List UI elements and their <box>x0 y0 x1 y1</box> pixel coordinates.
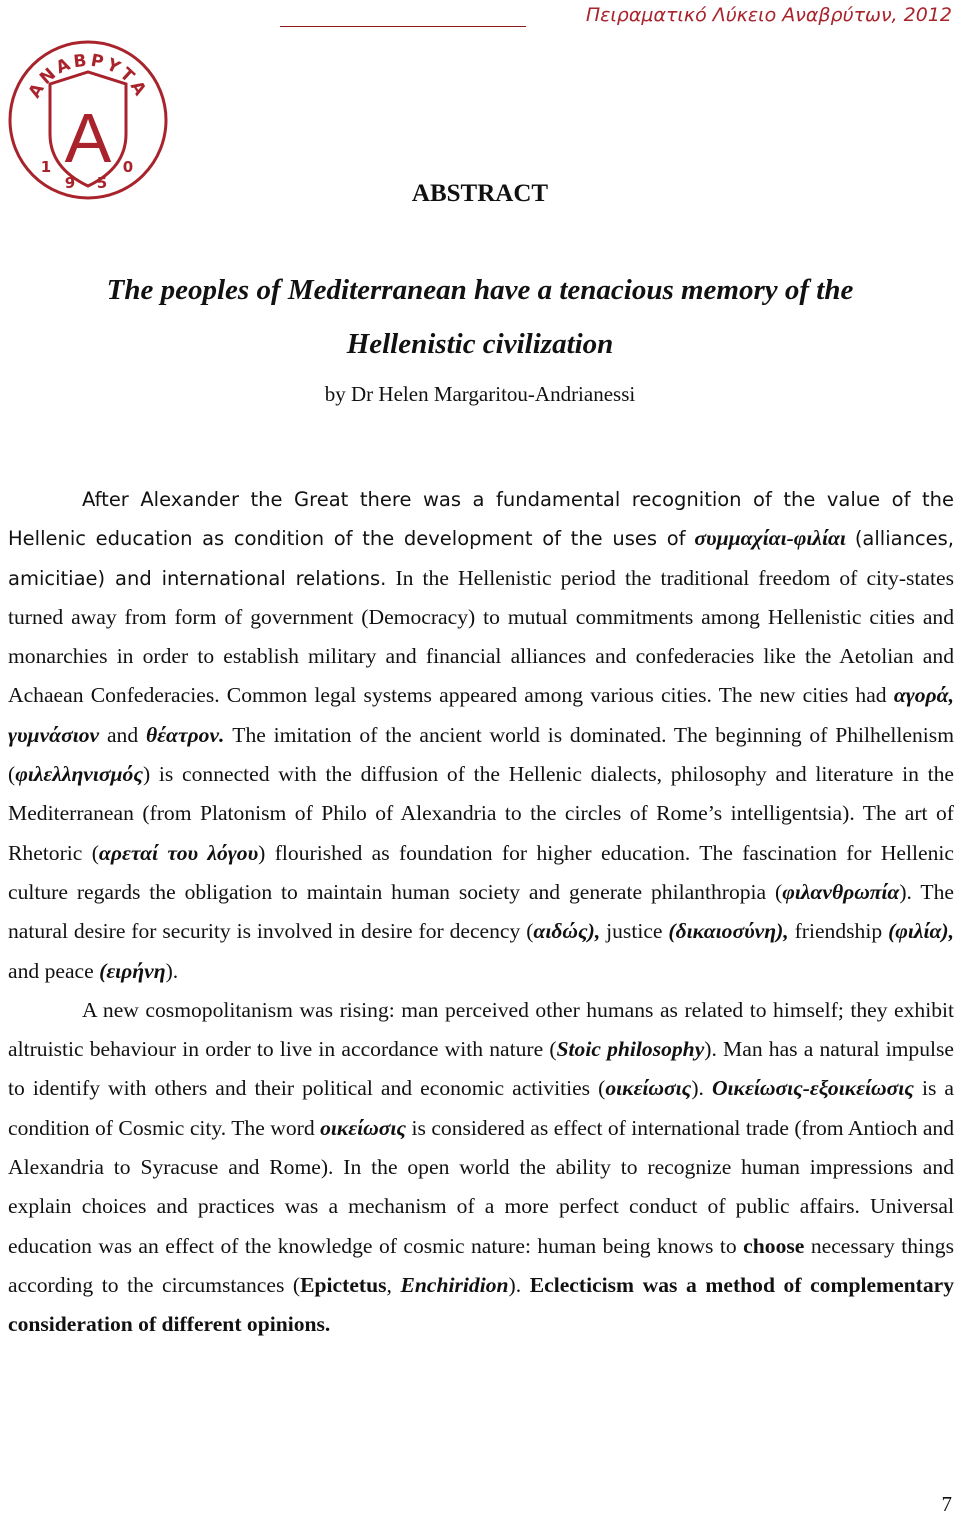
greek-term: θέατρον. <box>145 722 225 747</box>
text-run: is considered as effect of international trade (from Antioch and Alexandria to Syracuse and Rome). In the open world the ability to recognize human impressions and explain choices and practices was a mechanism of a more perfect conduct of public affairs. Universal education was an effect of the knowledge of cosmic nature: human being knows to <box>8 1115 955 1258</box>
text-run: and peace <box>8 958 94 983</box>
emphasis-term: Enchiridion <box>400 1272 509 1297</box>
text-run: ). <box>165 958 179 983</box>
text-run: is a condition of Cosmic city. The word <box>8 1076 954 1140</box>
paragraph-1 <box>8 480 954 991</box>
greek-term: οικείωσις <box>605 1076 692 1101</box>
logo-year-digit: 9 <box>64 174 76 192</box>
text-run: justice <box>606 919 663 944</box>
text-run: After Alexander the Great there was a fundamental recognition of the value of the Hellenic education as condition of the development of the uses of <box>8 488 954 551</box>
text-run: necessary things according to the circumstances ( <box>8 1233 955 1297</box>
emphasis-term: Epictetus <box>300 1272 387 1297</box>
text-run: (alliances, amicitiae) and international relations. <box>8 527 955 590</box>
title-line-1: The peoples of Mediterranean have a tenacious memory of the <box>106 274 854 306</box>
greek-term: Οικείωσις-εξοικείωσις <box>711 1076 914 1101</box>
greek-term: (φιλία), <box>888 919 955 944</box>
text-run: ) flourished as foundation for higher education. The fascination for Hellenic culture regards the obligation to maintain human society and generate philanthropia ( <box>8 840 954 904</box>
logo-letter: A <box>64 99 112 177</box>
text-run: and <box>106 722 139 747</box>
text-run: ). <box>691 1076 704 1101</box>
greek-term: συμμαχίαι-φιλίαι <box>694 526 846 551</box>
logo-arc-text: ΑΝΑΒΡΥΤΑ <box>24 50 152 102</box>
greek-term: (ειρήνη <box>99 958 166 983</box>
text-run: The imitation of the ancient world is dominated. The beginning of Philhellenism ( <box>8 722 954 787</box>
text-run: ). Man has a natural impulse to identify with others and their political and economic activities ( <box>8 1037 954 1101</box>
page-number: 7 <box>941 1492 952 1516</box>
logo-year-digit: 1 <box>40 158 52 176</box>
emphasis-term: Stoic philosophy <box>556 1037 705 1062</box>
greek-term: οικείωσις <box>320 1115 407 1140</box>
logo-year-digit: 0 <box>122 158 134 176</box>
greek-term: (δικαιοσύνη), <box>668 919 789 944</box>
text-run: A new cosmopolitanism was rising: man perceived other humans as related to himself; they exhibit altruistic behaviour in order to live in accordance with nature ( <box>8 997 954 1062</box>
title-line-2: Hellenistic civilization <box>346 328 614 360</box>
greek-term: αρεταί του λόγου <box>98 840 259 865</box>
closing-sentence: Eclecticism was a method of complementary consideration of different opinions. <box>8 1272 955 1337</box>
emphasis-term: choose <box>743 1233 805 1258</box>
text-run: friendship <box>794 919 883 944</box>
text-run: , <box>386 1272 392 1297</box>
abstract-body <box>8 480 954 1345</box>
greek-term: αγορά, γυμνάσιον <box>8 683 955 747</box>
text-run: ). <box>508 1272 522 1297</box>
text-run: ). The natural desire for security is involved in desire for decency ( <box>8 879 955 944</box>
paragraph-2 <box>8 991 954 1345</box>
text-run: In the Hellenistic period the traditional freedom of city-states turned away from form of government (Democracy) to mutual commitments among Hellenistic cities and monarchies in order to establish military and financial alliances and confederacies like the Aetolian and Achaean Confederacies. Common legal systems appeared among various cities. The new cities had <box>8 565 954 708</box>
header-rule <box>280 26 526 27</box>
greek-term: αιδώς), <box>533 919 601 944</box>
byline: by Dr Helen Margaritou-Andrianessi <box>324 382 636 406</box>
abstract-heading: ABSTRACT <box>411 180 549 207</box>
text-run: ) is connected with the diffusion of the Hellenic dialects, philosophy and literature in the Mediterranean (from Platonism of Philo of Alexandria to the circles of Rome’s intelligentsia). The art of Rhetoric ( <box>8 762 954 865</box>
greek-term: φιλελληνισμός <box>15 762 143 787</box>
running-header: Πειραματικό Λύκειο Αναβρύτων, 2012 <box>585 4 952 26</box>
greek-term: φιλανθρωπία <box>782 879 900 904</box>
school-logo <box>6 38 170 202</box>
logo-year-digit: 5 <box>96 174 108 192</box>
